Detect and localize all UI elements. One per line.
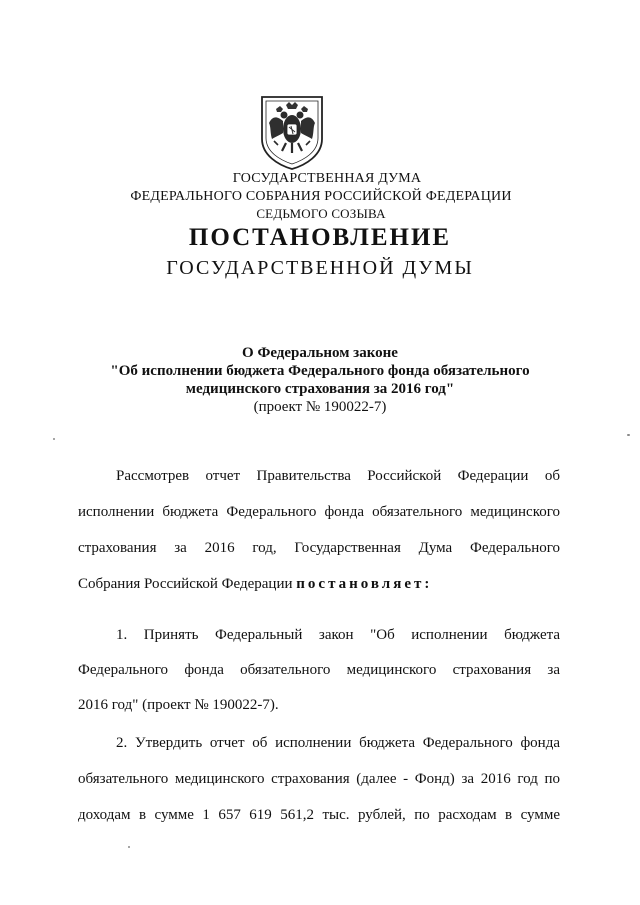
scan-speck xyxy=(627,434,630,436)
item-2-line-2: обязательного медицинского страхования (далее - Фонд) за 2016 год по xyxy=(78,771,560,787)
preamble-line-2: исполнении бюджета Федерального фонда обязательного медицинского xyxy=(78,504,560,520)
preamble-line-4-text: Собрания Российской Федерации xyxy=(78,576,297,592)
subject-line-draft-number: (проект № 190022-7) xyxy=(253,399,387,415)
item-1-line-2: Федерального фонда обязательного медицинского страхования за xyxy=(78,662,560,678)
scan-speck xyxy=(53,438,55,440)
resolves-word: постановляет: xyxy=(296,576,433,592)
russian-coat-of-arms-icon xyxy=(256,93,328,171)
subject-line-1: О Федеральном законе xyxy=(242,345,398,361)
preamble-line-3: страхования за 2016 год, Государственная Дума Федерального xyxy=(78,540,560,556)
header-line-convocation: СЕДЬМОГО СОЗЫВА xyxy=(256,206,386,221)
header-line-federal-assembly: ФЕДЕРАЛЬНОГО СОБРАНИЯ РОССИЙСКОЙ ФЕДЕРАЦИИ xyxy=(130,189,512,204)
item-1-line-1: 1. Принять Федеральный закон "Об исполнении бюджета xyxy=(116,627,560,643)
subject-line-3: медицинского страхования за 2016 год" xyxy=(185,381,455,397)
item-2-line-1: 2. Утвердить отчет об исполнении бюджета Федерального фонда xyxy=(116,735,560,751)
header-line-state-duma: ГОСУДАРСТВЕННАЯ ДУМА xyxy=(232,171,422,186)
document-subtitle: ГОСУДАРСТВЕННОЙ ДУМЫ xyxy=(166,257,474,279)
document-title: ПОСТАНОВЛЕНИЕ xyxy=(188,224,452,251)
preamble-line-1: Рассмотрев отчет Правительства Российской Федерации об xyxy=(116,468,560,484)
item-1-line-3: 2016 год" (проект № 190022-7). xyxy=(78,697,279,713)
preamble-line-4 xyxy=(78,575,560,593)
scan-speck xyxy=(128,846,130,848)
item-2-line-3: доходам в сумме 1 657 619 561,2 тыс. рублей, по расходам в сумме xyxy=(78,807,560,823)
subject-line-2: "Об исполнении бюджета Федерального фонда обязательного xyxy=(110,363,530,379)
